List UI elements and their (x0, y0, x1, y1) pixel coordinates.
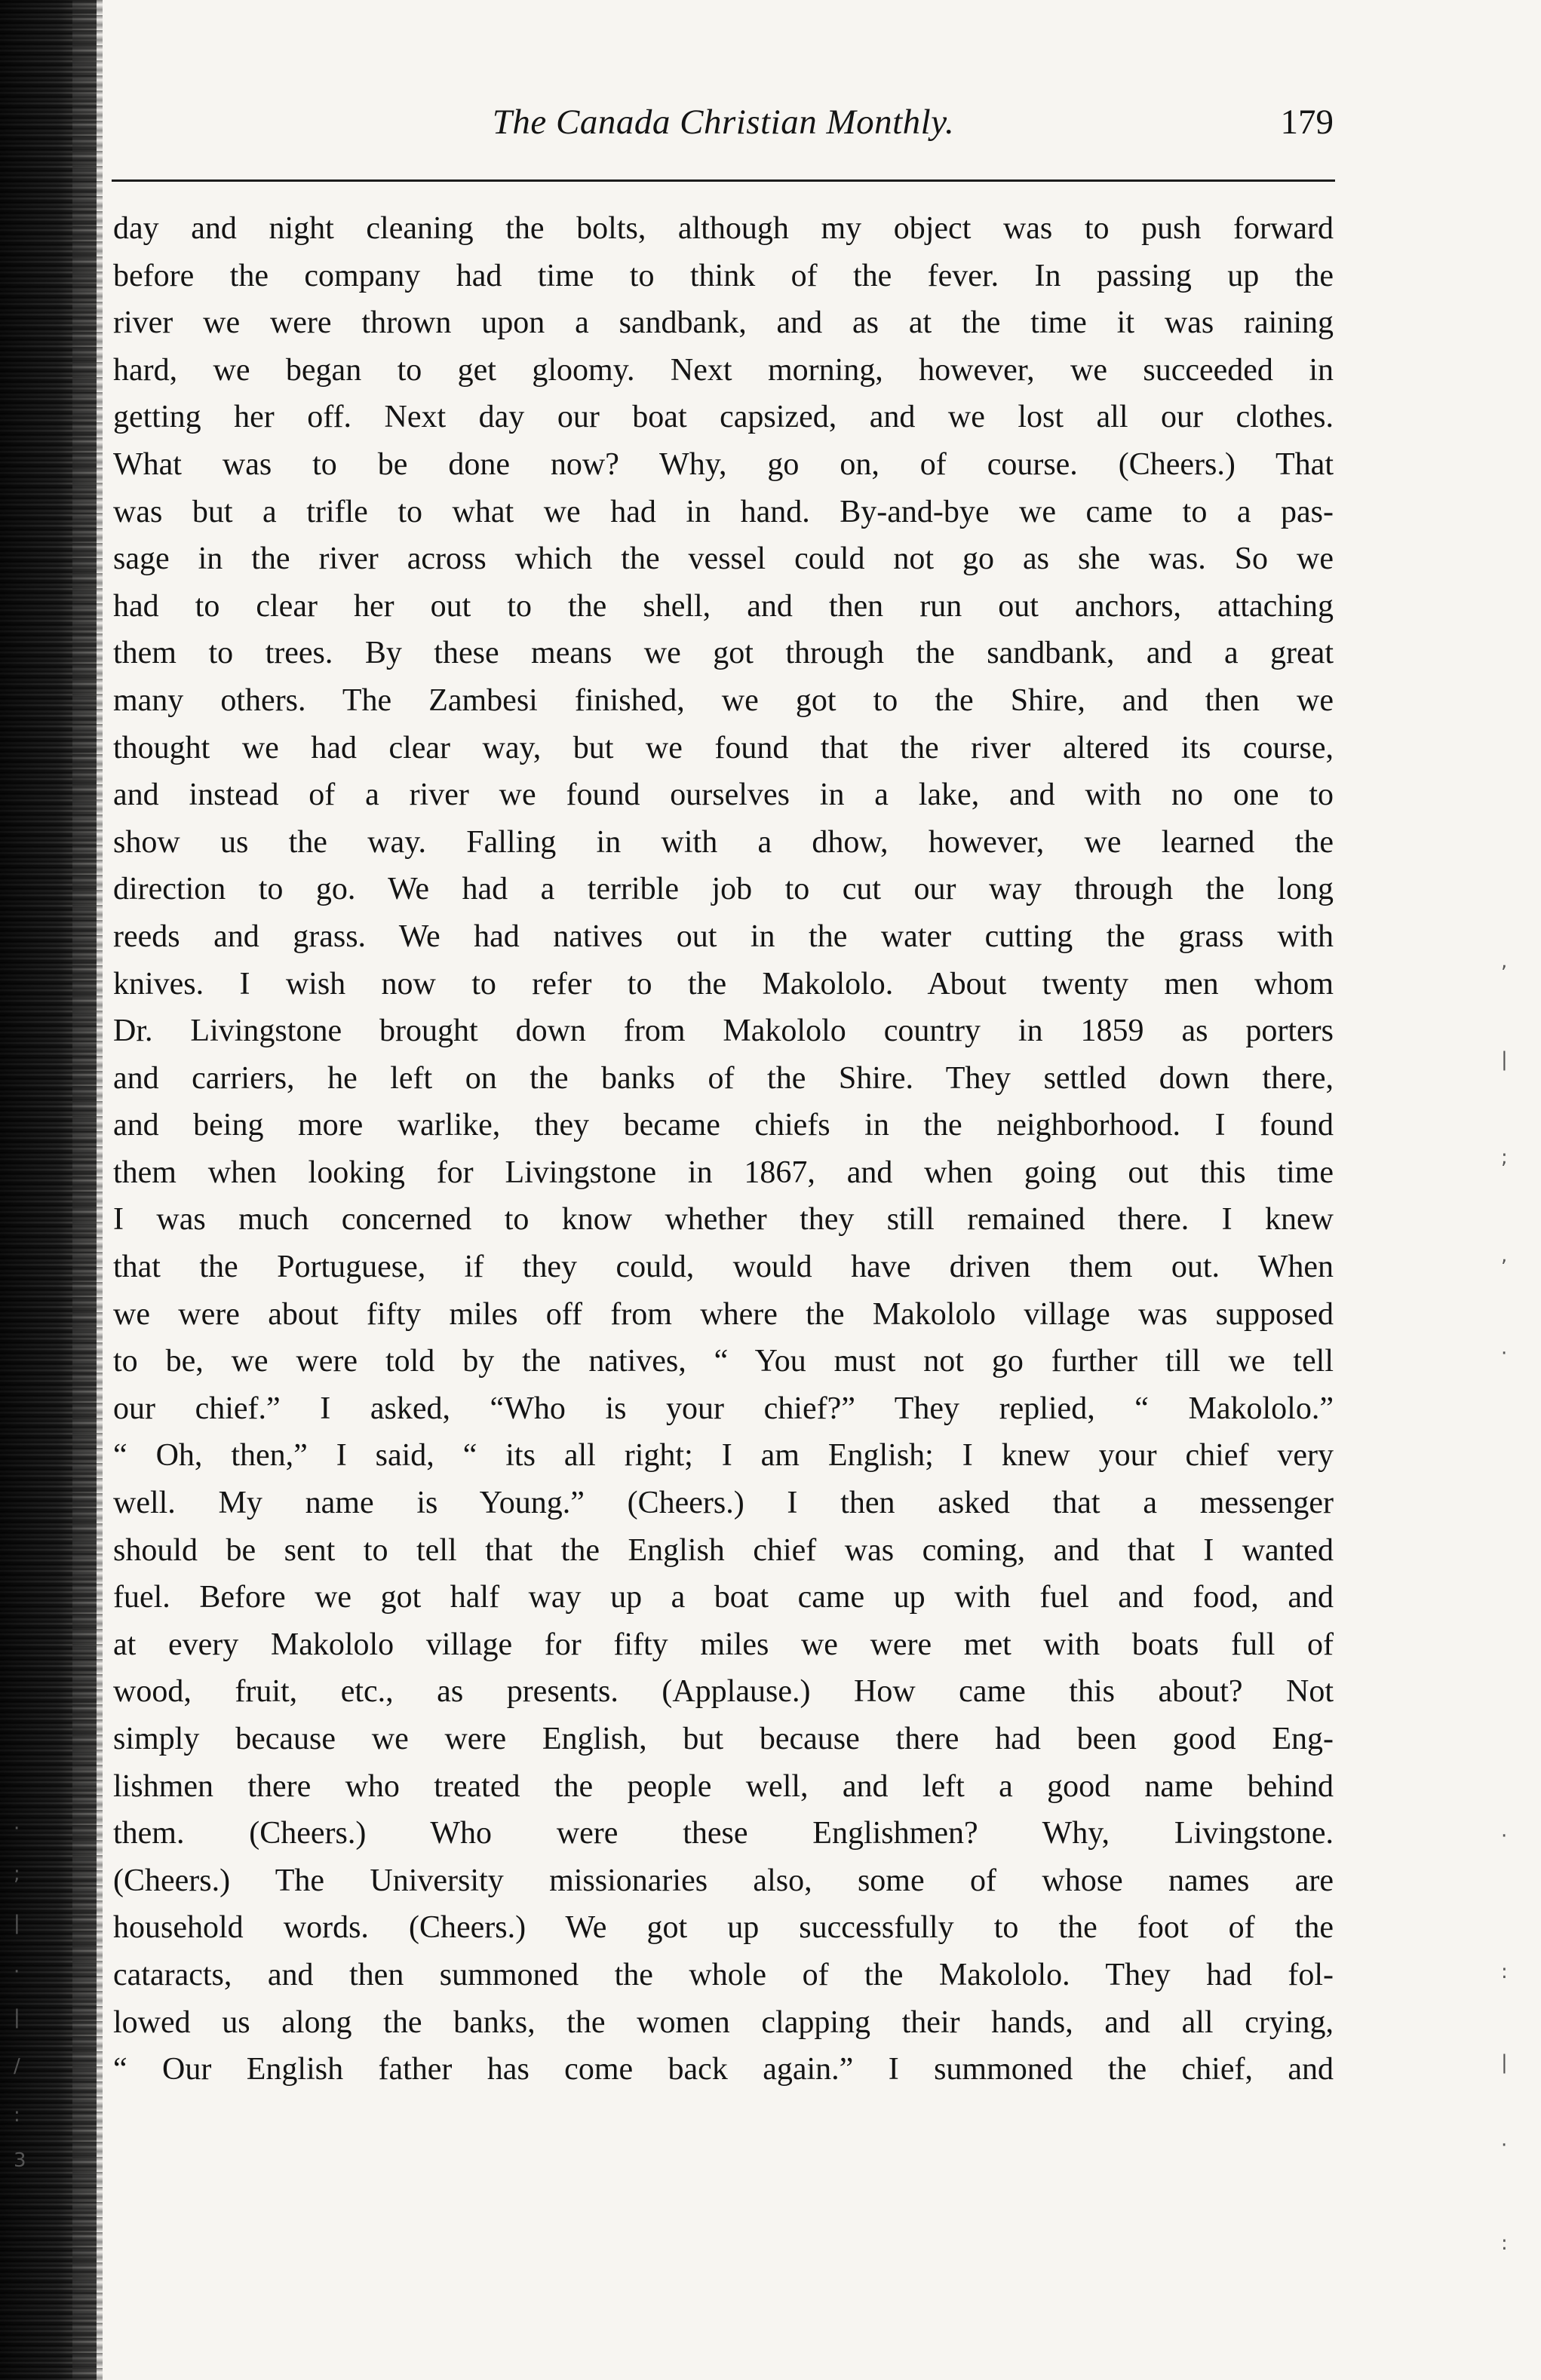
margin-mark: · (1501, 1825, 1508, 1848)
text-line: at every Makololo village for fifty miles we were met with boats full of (113, 1627, 1334, 1662)
text-line: “ Oh, then,” I said, “ its all right; I am English; I knew your chief very (113, 1438, 1334, 1474)
text-line: and being more warlike, they became chiefs in the neighborhood. I found (113, 1108, 1334, 1143)
text-line: simply because we were English, but because there had been good Eng- (113, 1722, 1334, 1756)
margin-mark: · (14, 1961, 20, 1983)
text-line: sage in the river across which the vessel could not go as she was. So we (113, 541, 1334, 577)
text-line: knives. I wish now to refer to the Makololo. About twenty men whom (113, 966, 1334, 1001)
text-line: well. My name is Young.” (Cheers.) I then asked that a messenger (113, 1486, 1334, 1521)
text-line: Dr. Livingstone brought down from Makololo country in 1859 as porters (113, 1014, 1334, 1049)
margin-mark: · (1501, 2134, 1508, 2157)
margin-mark: | (14, 1912, 20, 1934)
text-line: lishmen there who treated the people well, and left a good name behind (113, 1768, 1334, 1804)
text-line: household words. (Cheers.) We got up successfully to the foot of the (113, 1910, 1334, 1946)
margin-mark: | (1501, 1048, 1508, 1071)
binding-shadow (72, 0, 103, 2380)
text-line: day and night cleaning the bolts, although my object was to push forward (113, 211, 1334, 246)
page-header (113, 102, 1334, 155)
margin-mark: · (1501, 1342, 1508, 1365)
text-line: getting her off. Next day our boat capsized, and we lost all our clothes. (113, 400, 1334, 435)
text-line: river we were thrown upon a sandbank, and as at the time it was raining (113, 305, 1334, 341)
header-rule (112, 179, 1335, 182)
margin-mark: : (1501, 1961, 1508, 1983)
body-text (113, 205, 1334, 2093)
text-line: thought we had clear way, but we found that the river altered its course, (113, 730, 1334, 765)
text-line: should be sent to tell that the English chief was coming, and that I wanted (113, 1532, 1334, 1568)
text-line: hard, we began to get gloomy. Next morning, however, we succeeded in (113, 352, 1334, 388)
margin-mark: : (14, 2104, 20, 2127)
text-line: and instead of a river we found ourselves in a lake, and with no one to (113, 777, 1334, 813)
text-line: our chief.” I asked, “Who is your chief?” They replied, “ Makololo.” (113, 1391, 1334, 1426)
text-line: and carriers, he left on the banks of the Shire. They settled down there, (113, 1060, 1334, 1096)
running-title: The Canada Christian Monthly. (492, 103, 955, 142)
text-line: cataracts, and then summoned the whole of the Makololo. They had fol- (113, 1957, 1334, 1992)
margin-mark: , (1501, 1244, 1508, 1267)
text-line: them. (Cheers.) Who were these Englishmen? Why, Livingstone. (113, 1816, 1334, 1851)
text-line: show us the way. Falling in with a dhow, however, we learned the (113, 824, 1334, 860)
text-line: we were about fifty miles off from where the Makololo village was supposed (113, 1296, 1334, 1332)
text-line: lowed us along the banks, the women clapping their hands, and all crying, (113, 2004, 1334, 2040)
text-line: reeds and grass. We had natives out in the water cutting the grass with (113, 919, 1334, 954)
text-line: was but a trifle to what we had in hand. By-and-bye we came to a pas- (113, 494, 1334, 529)
text-line: that the Portuguese, if they could, would have driven them out. When (113, 1250, 1334, 1285)
text-line: (Cheers.) The University missionaries also, some of whose names are (113, 1863, 1334, 1898)
text-line: many others. The Zambesi finished, we got to the Shire, and then we (113, 682, 1334, 718)
margin-mark: ; (14, 1863, 20, 1885)
text-line: direction to go. We had a terrible job to cut our way through the long (113, 872, 1334, 907)
text-line: before the company had time to think of the fever. In passing up the (113, 258, 1334, 293)
text-line: them when looking for Livingstone in 1867, and when going out this time (113, 1155, 1334, 1190)
text-line: I was much concerned to know whether they still remained there. I knew (113, 1202, 1334, 1238)
margin-mark: 3 (14, 2149, 26, 2172)
margin-mark: | (1501, 2051, 1508, 2074)
text-line: wood, fruit, etc., as presents. (Applause.) How came this about? Not (113, 1674, 1334, 1710)
text-line: them to trees. By these means we got through the sandbank, and a great (113, 636, 1334, 671)
text-line: What was to be done now? Why, go on, of course. (Cheers.) That (113, 446, 1334, 482)
text-line: fuel. Before we got half way up a boat came up with fuel and food, and (113, 1580, 1334, 1615)
margin-mark: , (1501, 950, 1508, 973)
text-line: had to clear her out to the shell, and then run out anchors, attaching (113, 588, 1334, 624)
text-line: to be, we were told by the natives, “ You must not go further till we tell (113, 1344, 1334, 1379)
margin-mark: ; (1501, 1146, 1508, 1169)
margin-mark: / (14, 2055, 20, 2078)
margin-mark: | (14, 2006, 20, 2029)
margin-mark: : (1501, 2232, 1508, 2255)
page-number: 179 (1280, 103, 1334, 142)
text-line: “ Our English father has come back again.” I summoned the chief, and (113, 2052, 1334, 2087)
margin-mark: · (14, 1817, 20, 1840)
